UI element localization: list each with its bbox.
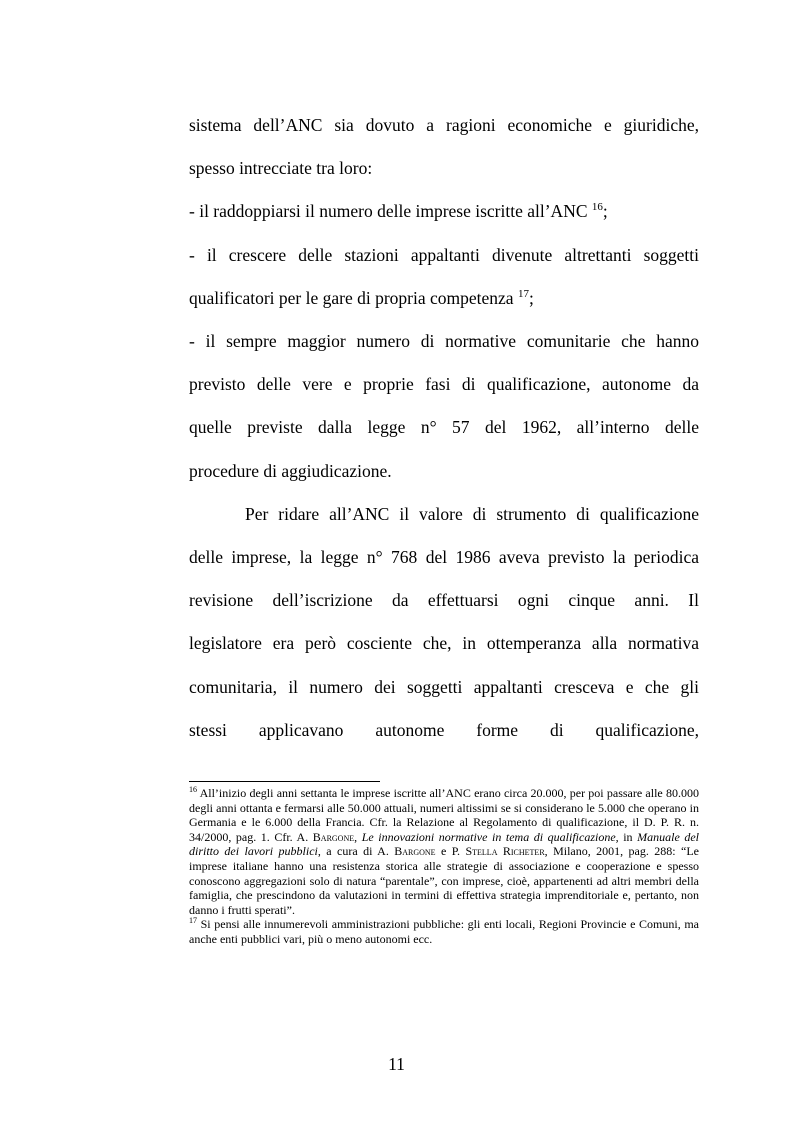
body-line: revisione dell’iscrizione da effettuarsi ogni cinque anni. Il (189, 590, 699, 611)
body-line: qualificatori per le gare di propria competenza (189, 287, 514, 308)
body-line: legislatore era però cosciente che, in ottemperanza alla normativa (189, 633, 699, 654)
footnote-text: , (354, 829, 362, 844)
body-text (189, 104, 699, 752)
footnote-text: e P. (435, 844, 466, 859)
footnote-number: 17 (189, 916, 197, 926)
footnote-ref-17: 17 (517, 287, 529, 300)
footnote-text: , a cura di A. (317, 844, 395, 859)
body-line: - il raddoppiarsi il numero delle imprese iscritte all’ANC (189, 201, 588, 222)
body-line: - il sempre maggior numero di normative comunitarie che hanno (189, 331, 699, 352)
footnote-16 (189, 786, 699, 917)
body-line: Per ridare all’ANC il valore di strumento di qualificazione (245, 503, 699, 524)
body-line: procedure di aggiudicazione. (189, 460, 392, 481)
punctuation: ; (602, 201, 608, 222)
footnote-number: 16 (189, 785, 197, 794)
footnote-separator (189, 781, 380, 782)
list-item (189, 190, 699, 233)
citation-title: Le innovazioni normative in tema di qualificazione, (361, 829, 619, 844)
footnote-text: Si pensi alle innumerevoli amministrazioni pubbliche: gli enti locali, Regioni Provincie e Comuni, ma anche enti pubblici vari, più o meno autonomi ecc. (189, 917, 699, 946)
punctuation: ; (528, 287, 534, 308)
list-item (189, 277, 699, 320)
footnotes (189, 786, 699, 947)
footnote-text: , Milano, 2001, pag. 288: “Le imprese italiane hanno una resistenza storica alle strategie di associazione e cooperazione e spesso conoscono aggregazioni solo di natura “parentale”, con imprese, cioè, appartenenti ad altri membri della famiglia, che prescindono da valutazioni in termini di effettiva strategia imprenditoriale e, pertanto, non danno i frutti sperati”. (189, 844, 699, 917)
author-name: Bargone (394, 844, 436, 859)
author-name: Bargone (312, 829, 355, 844)
footnote-17 (189, 917, 699, 946)
body-line: quelle previste dalla legge n° 57 del 1962, all’interno delle (189, 417, 699, 438)
footnote-text: in (618, 829, 638, 844)
body-line: - il crescere delle stazioni appaltanti divenute altrettanti soggetti (189, 244, 699, 265)
body-line: sistema dell’ANC sia dovuto a ragioni economiche e giuridiche, (189, 115, 699, 135)
footnote-ref-16: 16 (591, 201, 603, 214)
body-line: stessi applicavano autonome forme di qualificazione, (189, 719, 699, 740)
citation-title: Manuale del diritto dei lavori pubblici (189, 829, 699, 859)
footnote-text: All’inizio degli anni settanta le imprese iscritte all’ANC erano circa 20.000, per poi passare alle 80.000 degli anni ottanta e fermarsi alle 50.000 attuali, numeri altissimi se si considerano le 5.000 che operano in Germania e le 6.000 della Francia. Cfr. la Relazione al Regolamento di qualificazione, il D. P. R. n. 34/2000, pag. 1. Cfr. A. (189, 786, 699, 844)
author-name: Stella Richeter (465, 844, 545, 859)
body-line: previsto delle vere e proprie fasi di qualificazione, autonome da (189, 374, 699, 395)
body-line: comunitaria, il numero dei soggetti appaltanti cresceva e che gli (189, 676, 699, 697)
page-number: 11 (388, 1054, 405, 1074)
body-line: delle imprese, la legge n° 768 del 1986 aveva previsto la periodica (189, 547, 699, 568)
body-line: spesso intrecciate tra loro: (189, 158, 373, 179)
